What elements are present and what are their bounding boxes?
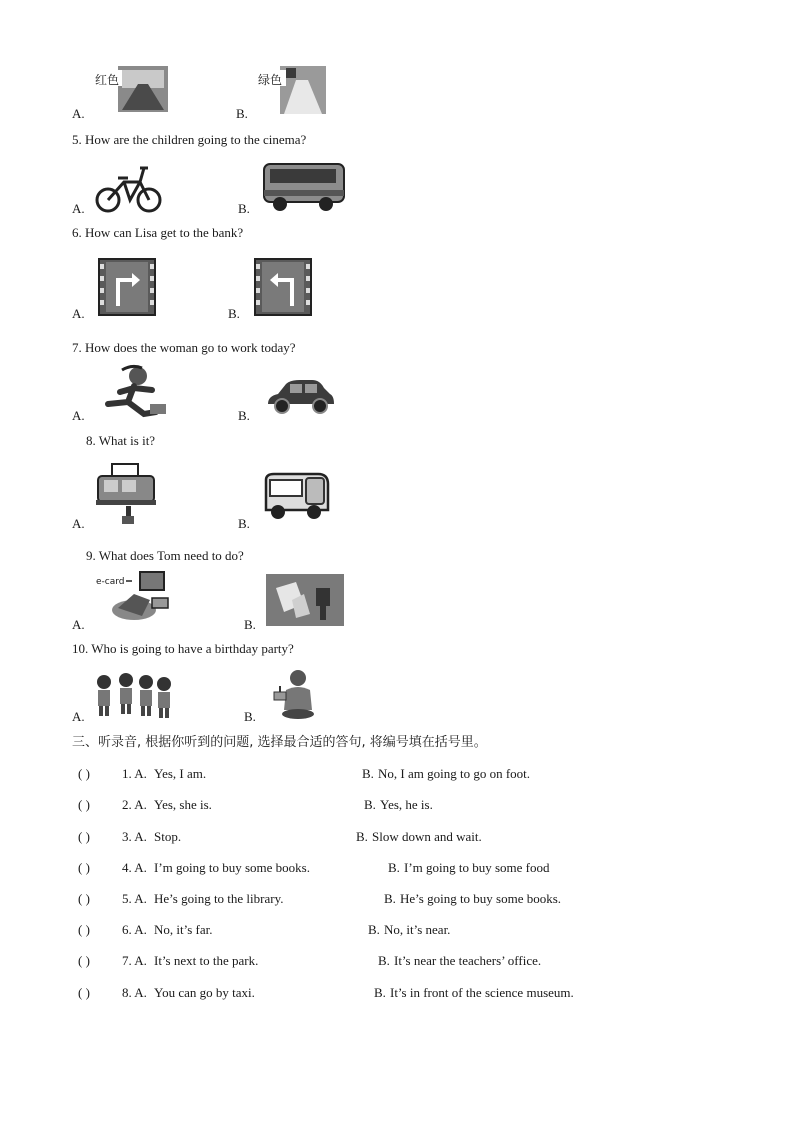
bus-front-icon bbox=[262, 470, 332, 522]
q5-label-a: A. bbox=[72, 201, 85, 216]
q4-b-caption: 绿色 bbox=[258, 73, 283, 87]
q4-label-a: A. bbox=[72, 106, 85, 121]
children-group-icon bbox=[90, 672, 180, 720]
running-person-icon bbox=[92, 364, 174, 420]
option-b-label: B. bbox=[356, 829, 368, 844]
option-a-text: I’m going to buy some books. bbox=[154, 860, 310, 875]
option-a-text: No, it’s far. bbox=[154, 922, 213, 937]
answer-paren[interactable]: ( ) bbox=[78, 860, 90, 875]
q9-label-a: A. bbox=[72, 617, 85, 632]
woman-cake-icon bbox=[270, 666, 320, 720]
q9-label-b: B. bbox=[244, 617, 256, 632]
option-a-text: Yes, she is. bbox=[154, 797, 212, 812]
option-b-text: He’s going to buy some books. bbox=[400, 891, 562, 906]
item-number: 2. A. bbox=[122, 797, 147, 812]
option-b-label: B. bbox=[368, 922, 380, 937]
answer-paren[interactable]: ( ) bbox=[78, 829, 90, 844]
q4-option-a-image bbox=[92, 62, 170, 114]
option-b-text: No, I am going to go on foot. bbox=[378, 766, 531, 781]
option-a-text: Stop. bbox=[154, 829, 182, 844]
section-3-title: 三、听录音, 根据你听到的问题, 选择最合适的答句, 将编号填在括号里。 bbox=[72, 735, 487, 750]
answer-paren[interactable]: ( ) bbox=[78, 766, 90, 781]
option-b-text: Slow down and wait. bbox=[372, 829, 482, 844]
q7-label-b: B. bbox=[238, 408, 250, 423]
option-b-text: It’s near the teachers’ office. bbox=[394, 953, 542, 968]
answer-paren[interactable]: ( ) bbox=[78, 985, 90, 1000]
q10-label-a: A. bbox=[72, 709, 85, 724]
option-b-label: B. bbox=[378, 953, 390, 968]
answer-paren[interactable]: ( ) bbox=[78, 797, 90, 812]
q6-label-a: A. bbox=[72, 306, 85, 321]
bus-stop-icon bbox=[96, 462, 156, 526]
option-b-label: B. bbox=[388, 860, 400, 875]
q7-label-a: A. bbox=[72, 408, 85, 423]
turn-left-sign-icon bbox=[254, 258, 312, 316]
item-number: 7. A. bbox=[122, 953, 147, 968]
question-10: 10. Who is going to have a birthday party? bbox=[72, 641, 294, 656]
q6-label-b: B. bbox=[228, 306, 240, 321]
item-number: 6. A. bbox=[122, 922, 147, 937]
q4-label-b: B. bbox=[236, 106, 248, 121]
answer-paren[interactable]: ( ) bbox=[78, 922, 90, 937]
option-b-text: No, it’s near. bbox=[384, 922, 451, 937]
option-b-text: It’s in front of the science museum. bbox=[390, 985, 574, 1000]
question-6: 6. How can Lisa get to the bank? bbox=[72, 225, 244, 240]
question-9: 9. What does Tom need to do? bbox=[86, 548, 244, 563]
car-icon bbox=[264, 378, 336, 416]
item-number: 5. A. bbox=[122, 891, 147, 906]
answer-paren[interactable]: ( ) bbox=[78, 953, 90, 968]
item-number: 4. A. bbox=[122, 860, 147, 875]
option-a-text: You can go by taxi. bbox=[154, 985, 255, 1000]
option-b-label: B. bbox=[362, 766, 374, 781]
e-card-label: e-card bbox=[96, 577, 125, 587]
question-7: 7. How does the woman go to work today? bbox=[72, 340, 296, 355]
option-b-label: B. bbox=[384, 891, 396, 906]
answer-paren[interactable]: ( ) bbox=[78, 891, 90, 906]
question-5: 5. How are the children going to the cinema? bbox=[72, 132, 307, 147]
item-number: 8. A. bbox=[122, 985, 147, 1000]
option-b-label: B. bbox=[374, 985, 386, 1000]
option-b-label: B. bbox=[364, 797, 376, 812]
item-number: 3. A. bbox=[122, 829, 147, 844]
bicycle-icon bbox=[96, 160, 162, 214]
computer-e-card-icon bbox=[94, 572, 174, 624]
question-8: 8. What is it? bbox=[86, 433, 156, 448]
option-b-text: I’m going to buy some food bbox=[404, 860, 550, 875]
q4-option-b-image bbox=[256, 62, 328, 116]
q8-label-b: B. bbox=[238, 516, 250, 531]
option-a-text: It’s next to the park. bbox=[154, 953, 259, 968]
q10-label-b: B. bbox=[244, 709, 256, 724]
letter-mailbox-icon bbox=[266, 574, 344, 626]
item-number: 1. A. bbox=[122, 766, 147, 781]
q8-label-a: A. bbox=[72, 516, 85, 531]
option-a-text: Yes, I am. bbox=[154, 766, 207, 781]
option-a-text: He’s going to the library. bbox=[154, 891, 284, 906]
q5-label-b: B. bbox=[238, 201, 250, 216]
turn-right-sign-icon bbox=[98, 258, 156, 316]
bus-icon bbox=[260, 160, 346, 212]
q4-a-caption: 红色 bbox=[95, 73, 120, 87]
option-b-text: Yes, he is. bbox=[380, 797, 433, 812]
